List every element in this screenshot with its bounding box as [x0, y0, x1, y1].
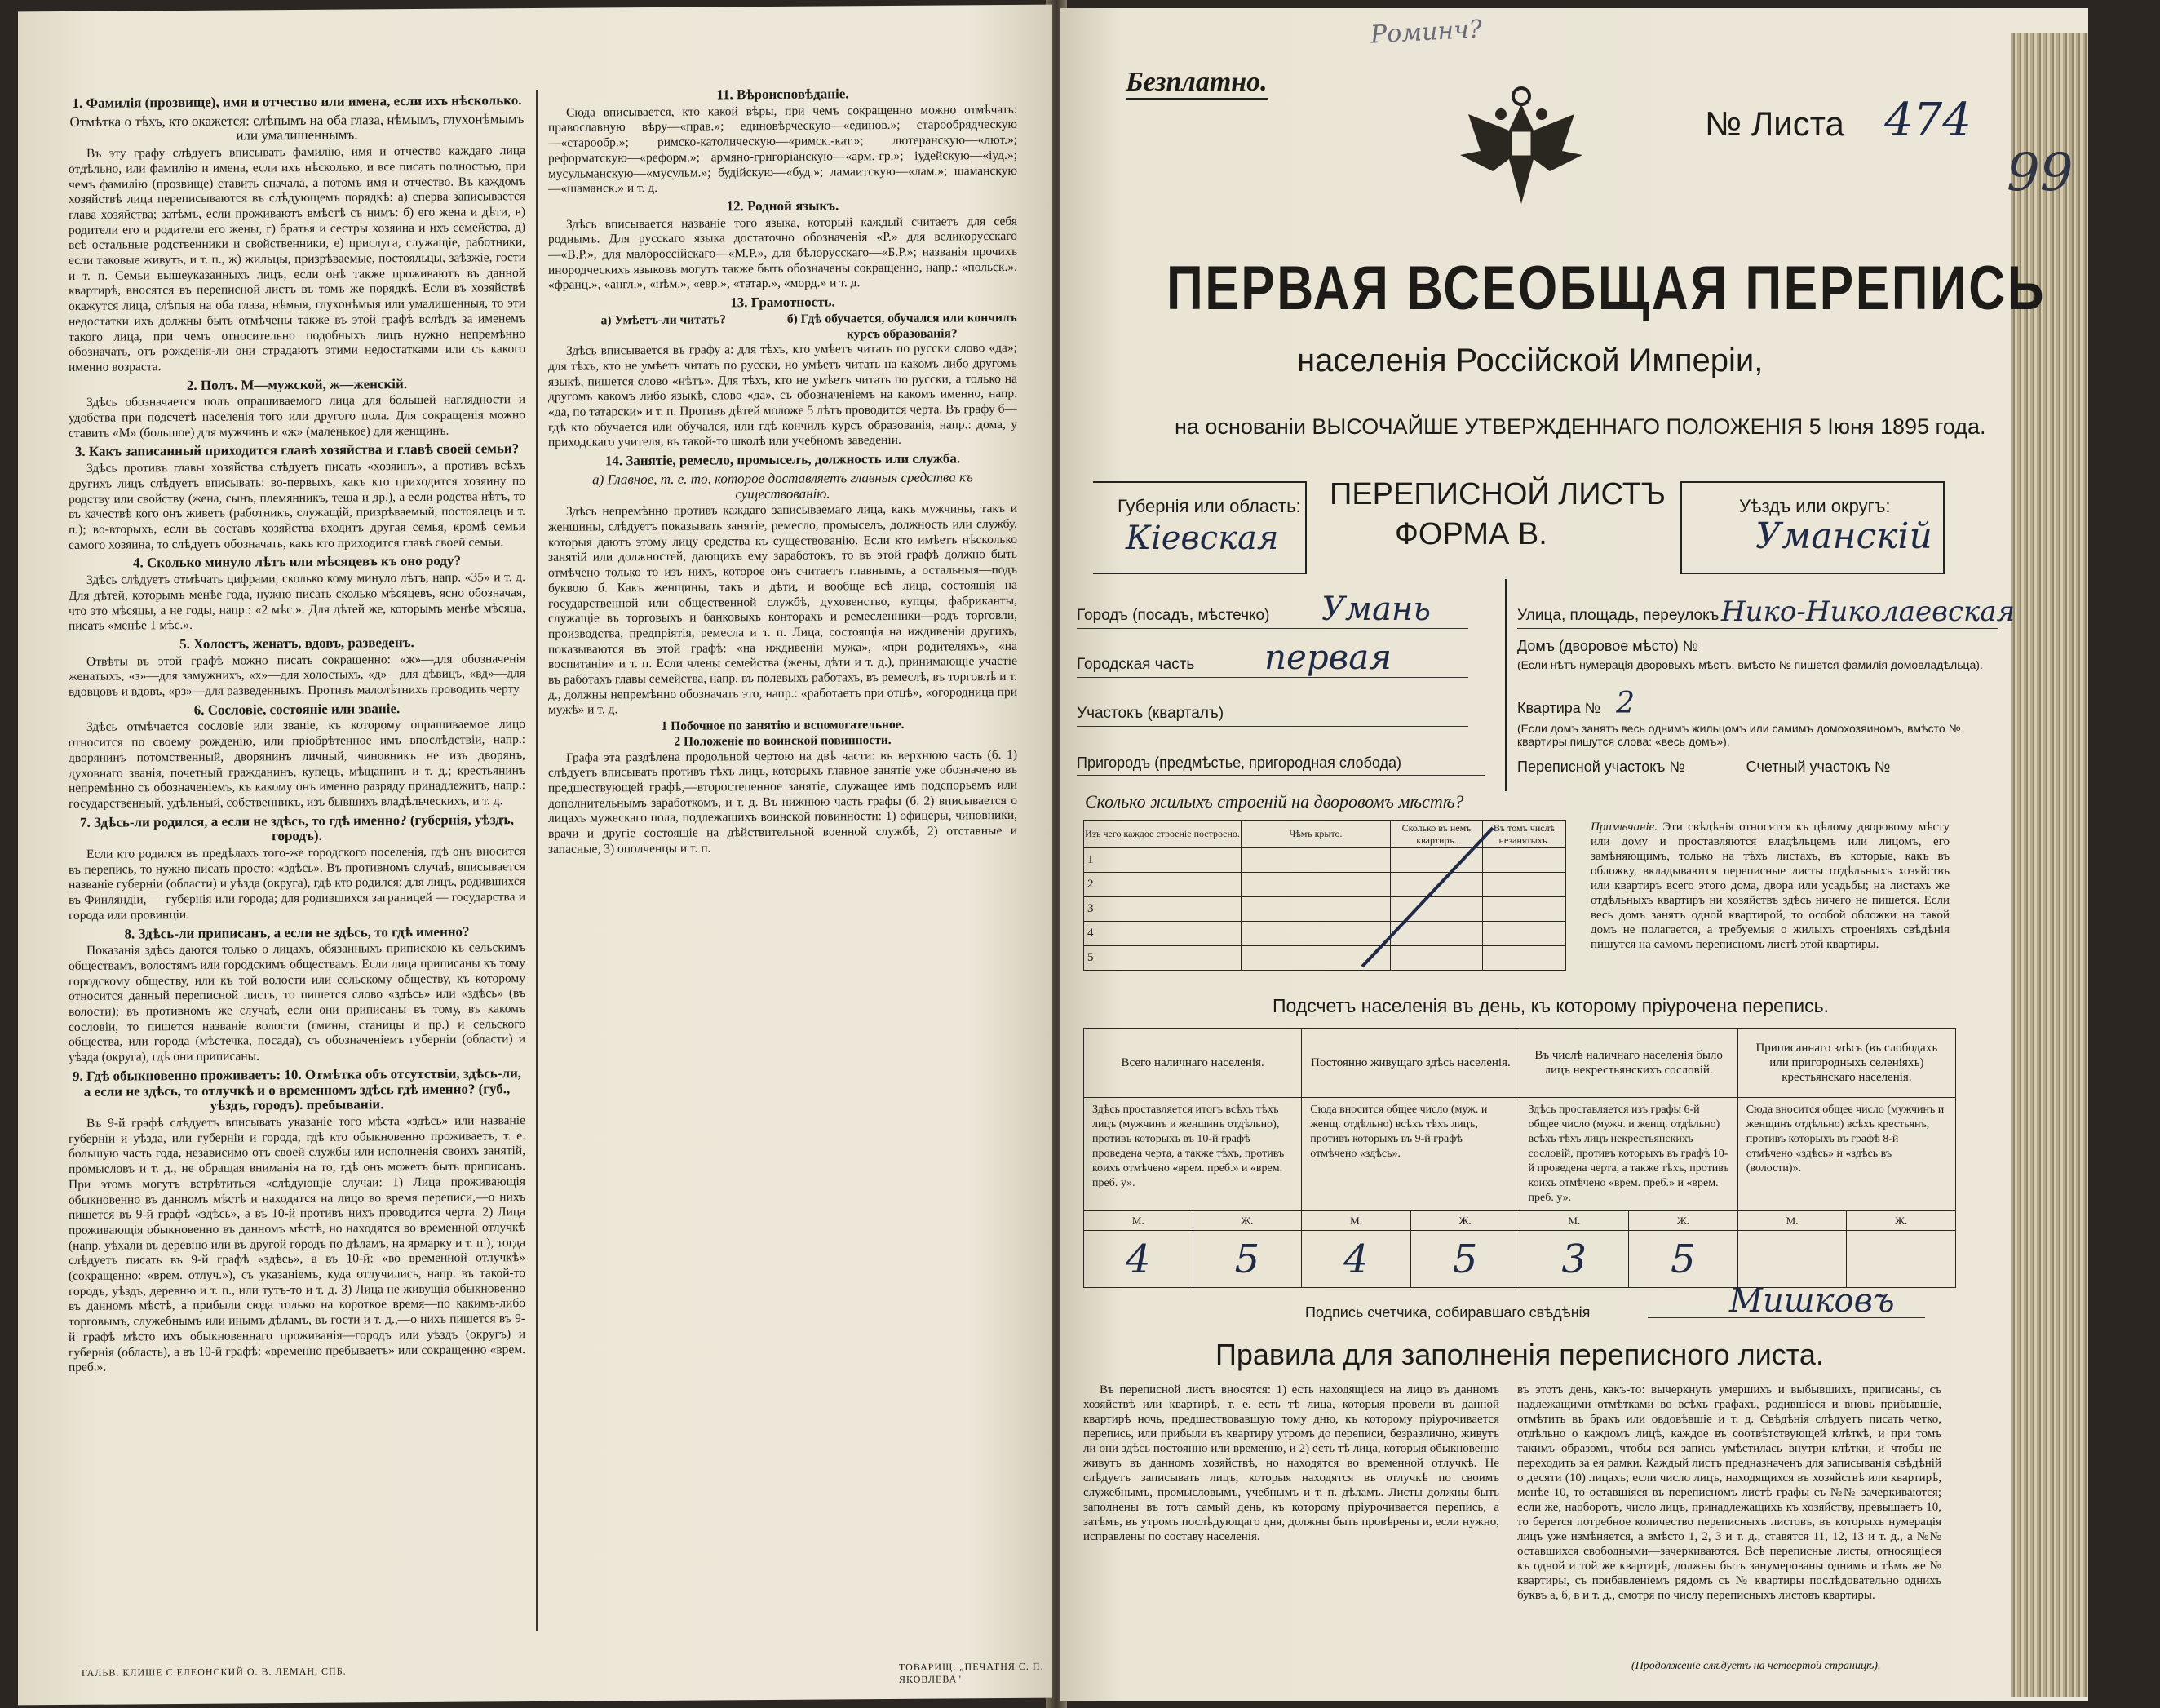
district-value: Уманскій: [1755, 515, 1932, 557]
buildings-col-material: Изъ чего каждое строеніе построено.: [1084, 821, 1242, 848]
section-9-text: Въ 9-й графѣ слѣдуетъ вписывать указаніе того мѣста «здѣсь» или названіе губерніи и уѣзда, или губерніи и города, гдѣ кто обыкновенно проживаетъ, т. е. большую часть года, независимо отъ своей службы или исполненія своихъ занятій, промысловъ и т. д., не обращая вниманія на то, гдѣ онъ можетъ быть приписанъ. При этомъ могутъ встрѣтиться «слѣдующіе случаи: 1) Лица проживающія обыкновенно въ данномъ мѣстѣ и находятся на лицо во время переписи,—о нихъ пишется въ 9-й графѣ «здѣсь», а въ 10-й противъ нихъ проводится черта. 2) Лица проживающія обыкновенно въ данномъ мѣстѣ, но находятся во временной отлучкѣ (напр. уѣхали въ деревню или въ другой городъ по дѣламъ, на ярмарку и т. п.), тогда слѣдуетъ писать въ 9-й графѣ «здѣсь», а въ 10-й: «во временной отлучкѣ» (сокращенно: «врем. отлуч.»), съ указаніемъ, куда отлучились, напр. въ такой-то городъ, уѣздъ, деревню и т. п., или тутъ-то и т. д. 3) Лица не живущія обыкновенно въ данномъ мѣстѣ, а прибыли сюда только на короткое время—по какимъ-либо торговымъ, служебнымъ или инымъ дѣламъ, въ гости и т. д.,—о нихъ пишется въ 9-й графѣ мѣсто ихъ обыкновеннаго проживанія—городъ или уѣздъ (округъ) и губернія (область), а въ 10-й графѣ: «временно пребываетъ» или сокращенно «врем. преб.».: [69, 1113, 525, 1375]
address-left: [1077, 579, 1501, 791]
city-part-label: Городская часть: [1077, 656, 1195, 673]
section-5-title: 5. Холостъ, женатъ, вдовъ, разведенъ.: [179, 634, 414, 652]
left-imprint: ГАЛЬВ. КЛИШЕ С.ЕЛЕОНСКИЙ О. В. ЛЕМАН, СПБ.: [82, 1665, 347, 1679]
buildings-row-4: 4: [1084, 922, 1242, 946]
buildings-col-apartments: Сколько въ немъ квартиръ.: [1391, 821, 1483, 848]
buildings-row-1: 1: [1084, 848, 1242, 873]
buildings-strike-line: [1354, 824, 1501, 971]
tally-value-total-m: 4: [1084, 1231, 1193, 1288]
buildings-row-2: 2: [1084, 873, 1242, 897]
signature-label: Подпись счетчика, собиравшаго свѣдѣнія: [1305, 1304, 1591, 1321]
tally-m-3: М.: [1520, 1211, 1629, 1231]
quarter-label: Участокъ (кварталъ): [1077, 705, 1224, 722]
buildings-question: Сколько жилыхъ строеній на дворовомъ мѣстѣ?: [1085, 791, 1464, 812]
tally-value-perm-m: 4: [1302, 1231, 1411, 1288]
section-13-subheads: [548, 311, 1017, 344]
rules-left-text: Въ переписной листъ вносятся: 1) есть находящіеся на лицо въ данномъ хозяйствѣ или квартирѣ, т. е. есть тѣ лица, которыя провели въ данной квартирѣ ночь, предшествовавшую тому дню, къ которому пріурочивается перепись, или прибыли въ квартиру утромъ до переписи, безразлично, живутъ ли они здѣсь постоянно или временно, и 2) есть тѣ лица, которыя обыкновенно живутъ въ данномъ хозяйствѣ, но находятся во временной отлучкѣ. Не слѣдуетъ записывать лицъ, которыя находятся въ отлучкѣ по своимъ служебнымъ, промысловымъ, учебнымъ и т. п. дѣламъ. Листы должны быть заполнены въ тотъ самый день, къ которому пріурочивается перепись, а затѣмъ, въ утромъ послѣдующаго дня, должны быть провѣрены и, если нужно, исправлены по составу населенія.: [1083, 1383, 1499, 1543]
buildings-row-5: 5: [1084, 946, 1242, 971]
tally-desc-noncrest: Здѣсь проставляется изъ графы 6-й общее число (мужч. и женщ. отдѣльно) всѣхъ тѣхъ лицъ некрестьянскихъ сословій, противъ которыхъ въ графѣ 10-й проведена черта, а также тѣхъ, противъ коихъ отмѣчено «врем. преб.» и «врем. преб. у».: [1520, 1098, 1737, 1211]
tally-desc-permanent: Сюда вносится общее число (муж. и женщ. отдѣльно) всѣхъ тѣхъ лицъ, противъ которыхъ въ 9-й графѣ отмѣчено «здѣсь».: [1302, 1098, 1520, 1211]
sheet-number-label: № Листа: [1705, 104, 1844, 143]
tally-f-1: Ж.: [1193, 1211, 1302, 1231]
right-imprint: ТОВАРИЩ. „ПЕЧАТНЯ С. П. ЯКОВЛЕВА": [899, 1660, 1044, 1685]
apartment-value: 2: [1616, 687, 1635, 720]
right-page: [1060, 8, 2088, 1701]
form-name-sub: ФОРМА В.: [1395, 517, 1547, 551]
section-1-note: Отмѣтка о тѣхъ, кто окажется: слѣпымъ на оба глаза, нѣмымъ, глухонѣмымъ или умалишеннымъ.: [69, 110, 525, 144]
left-column-1: [69, 90, 525, 1626]
imperial-eagle-icon: [1452, 82, 1591, 212]
section-13-a: а) Умѣетъ-ли читать?: [600, 312, 726, 328]
section-12-text: Здѣсь вписывается названіе того языка, который каждый считаетъ для себя роднымъ. Для русскаго языка достаточно обозначенія «Р.» для великорусскаго—«В.Р.», для малороссійскаго—«М.Р.», для бѣлорусскаго—«Б.Р.»; названія прочихъ инородческихъ языковъ могутъ также быть обозначены сокращенно, напр.: «польск.», «франц.», «англ.», «нѣм.», «евр.», «татар.», «морд.» и т. д.: [548, 214, 1017, 293]
section-1-text: Въ эту графу слѣдуетъ вписывать фамилію, имя и отчество каждаго лица отдѣльно, или фамилію и имена, если ихъ нѣсколько, и все писать полностью, при чемъ фамилію (прозвище) ставить сначала, а потомъ имя и отчество. Въ каждомъ хозяйствѣ лица переписываются въ слѣдующемъ порядкѣ: а) сперва записывается глава хозяйства; затѣмъ, если проживаютъ вмѣстѣ съ нимъ: б) его жена и дѣти, в) родители его и родители его жены, г) братья и сестры хозяина и ихъ семейства, д) всѣ остальные родственники и свойственники, е) прислуга, служащіе, работники, если таковые живутъ, и т. п., ж) жильцы, призрѣваемые, постояльцы, заѣзжіе, гости и т. п. Семьи вышеуказанныхъ лицъ, если онѣ также проживаютъ въ данной квартирѣ, вносятся въ переписной листъ въ томъ же порядкѣ. Если въ хозяйствѣ окажутся лица, слѣпыя на оба глаза, нѣмыя, глухонѣмыя или умалишенныя, то эти недостатки ихъ должны быть отмѣчены также въ этой графѣ вслѣдъ за именемъ такого лица, при чемъ относительно подобныхъ лицъ нужно непремѣнно обозначать, отъ рожденія-ли они страдаютъ этими недостатками или съ какого именно возраста.: [69, 144, 525, 374]
province-box: [1093, 481, 1307, 574]
tally-head-total: Всего наличнаго населенія.: [1084, 1029, 1302, 1098]
section-12-title: 12. Родной языкъ.: [726, 197, 839, 215]
count-area-label: Счетный участокъ №: [1746, 759, 1891, 775]
address-right: [1517, 579, 2016, 791]
free-label: Безплатно.: [1126, 67, 1268, 100]
tally-value-noncrest-m: 3: [1520, 1231, 1629, 1288]
signature-value: Мишковъ: [1729, 1282, 1895, 1320]
column-rule: [536, 90, 538, 1631]
section-4-title: 4. Сколько минуло лѣтъ или мѣсяцевъ къ оно роду?: [133, 553, 461, 571]
signature-row: [1305, 1282, 1925, 1321]
section-11-title: 11. Вѣроисповѣданіе.: [716, 86, 849, 103]
section-1-title: 1. Фамилія (прозвище), имя и отчество или имена, если ихъ нѣсколько.: [72, 92, 522, 111]
street-value: Нико-Николаевская: [1721, 595, 2016, 628]
tally-head-peasants: Приписаннаго здѣсь (въ слободахъ или пригородныхъ селеніяхъ) крестьянскаго населенія.: [1737, 1029, 1955, 1098]
tally-value-peasants-f: [1847, 1231, 1956, 1288]
tally-f-3: Ж.: [1629, 1211, 1738, 1231]
form-title: ПЕРВАЯ ВСЕОБЩАЯ ПЕРЕПИСЬ: [1166, 254, 2046, 323]
section-3-title: 3. Какъ записанный приходится главѣ хозяйства и главѣ своей семьи?: [74, 440, 520, 460]
section-5-text: Отвѣты въ этой графѣ можно писать сокращенно: «ж»—для обозначенія женатыхъ, «з»—для замужнихъ, «х»—для холостыхъ, «д»—для дѣвицъ, «вд»—для вдовцовъ и вдовъ, «рз»—для разведенныхъ. Противъ малолѣтнихъ проводить черту.: [69, 651, 525, 700]
province-label: Губернія или область:: [1118, 496, 1301, 516]
section-7-text: Если кто родился въ предѣлахъ того-же городского поселенія, гдѣ онъ вносится въ перепись, то нужно писать просто: «здѣсь». Въ противномъ случаѣ, вписывается названіе губерніи (области) и уѣзда (округа), гдѣ кто родился; для лицъ, родившихся въ Финляндіи, — губернія или города; для родившихся заграницей — государства и города или провинціи.: [69, 844, 525, 923]
suburb-label: Пригородъ (предмѣстье, пригородная слобода): [1077, 754, 1402, 771]
page-number: 99: [2007, 143, 2074, 203]
section-13-title: 13. Грамотность.: [730, 294, 835, 311]
section-6-text: Здѣсь отмѣчается сословіе или званіе, къ которому опрашиваемое лицо относится по своему рожденію, или пріобрѣтенное имъ впослѣдствіи, напр.: дворянинъ потомственный, дворянинъ личный, чиновникъ не изъ дворянъ, духовнаго званія, почетный гражданинъ, купецъ, мѣщанинъ и т. д.; крестьянинъ непремѣнно съ обозначеніемъ, къ какому онъ именно разряду принадлежитъ, напр.: государственный, удѣльный, собственникъ, изъ бывшихъ владѣльческихъ, и т. д.: [69, 717, 525, 811]
city-part-value: первая: [1264, 637, 1392, 677]
section-14-note-1: 1 Побочное по занятію и вспомогательное.: [661, 717, 905, 734]
section-8-title: 8. Здѣсь-ли приписанъ, а если не здѣсь, то гдѣ именно?: [124, 923, 470, 942]
street-label: Улица, площадь, переулокъ: [1517, 607, 1720, 624]
form-basis: на основаніи ВЫСОЧАЙШЕ УТВЕРЖДЕННАГО ПОЛОЖЕНІЯ 5 Іюня 1895 года.: [1175, 414, 1986, 439]
district-label: Уѣздъ или округъ:: [1739, 496, 1891, 516]
left-column-2: [548, 82, 1017, 1631]
section-14-text: Здѣсь непремѣнно противъ каждаго записываемаго лица, какъ мужчины, такъ и женщины, слѣдуетъ показывать занятіе, ремесло, промыселъ, должность или службу, которыя даютъ этому лицу средства къ существованію. Если кто имѣетъ нѣсколько занятій или должностей, дающихъ ему заработокъ, то въ этой графѣ должно быть отмѣчено только то изъ нихъ, которое онъ считаетъ главнымъ, а остальныя—подъ буквою б. Какъ женщины, такъ и дѣти, и вообще всѣ лица, состоящія на государственной или общественной службѣ, духовенство, купцы, фабриканты, служащіе въ торговыхъ и банковыхъ конторахъ и ремесленники—родъ торговли, производства, предпріятія, ремесла и т. п. Лица, состоящія на иждивеніи другихъ, показываются въ этой графѣ: «на иждивеніи мужа», «при родителяхъ», «на воспитаніи» и т. п. Если члены семейства (жены, дѣти и т. д.), принимающіе участіе въ работахъ главы семейства, напр. въ полевыхъ работахъ, въ ремеслѣ, въ торговлѣ и т. д., должны непремѣнно обозначать это, напр.: «работаетъ при отцѣ», «огородница при мужѣ» и т. д.: [548, 502, 1017, 718]
section-14-note-2: 2 Положеніе по воинской повинности.: [674, 732, 892, 749]
form-name-title: ПЕРЕПИСНОЙ ЛИСТЪ: [1330, 477, 1666, 511]
tally-f-4: Ж.: [1847, 1211, 1956, 1231]
rules-right-text: въ этотъ день, какъ-то: вычеркнуть умершихъ и выбывшихъ, приписаны, съ надлежащими отмѣтками во всѣхъ графахъ, родившіеся и вновь прибывшіе, отмѣтить въ бракъ или овдовѣвшіе и т. д. Свѣдѣнія слѣдуетъ писать четко, отдѣльно о каждомъ лицѣ, каждое въ соотвѣтствующей клѣткѣ, и при томъ такимъ образомъ, чтобы вся запись умѣстилась внутри клѣтки, и чтобы не переходить за ея рамки. Каждый листъ предназначенъ для записыванія свѣдѣній о десяти (10) лицахъ; если число лицъ, находящихся въ хозяйствѣ или квартирѣ, менѣе 10, то оставшіяся въ переписномъ листѣ графы съ №№ зачеркиваются; если же, наоборотъ, число лицъ, принадлежащихъ къ хозяйству, превышаетъ 10, то берется потребное количество переписныхъ листовъ, въ которыхъ нумерація лицъ уже измѣняется, а вмѣсто 1, 2, 3 и т. д., ставятся 11, 12, 13 и т. д., а №№ оставшихся свободными—зачеркиваются. Всѣ переписные листы, относящіеся къ одной и той же квартирѣ, должны быть занумерованы однимъ и тѣмъ же № квартиры, съ прибавленіемъ рядомъ съ № квартиры послѣдовательно однихъ буквъ а, б, в и т. д., смотря по числу переписныхъ листовъ квартиры.: [1517, 1383, 1941, 1602]
section-13-b: б) Гдѣ обучается, обучался или кончилъ курсъ образованія?: [786, 310, 1017, 341]
tally-head-permanent: Постоянно живущаго здѣсь населенія.: [1302, 1029, 1520, 1098]
tally-value-perm-f: 5: [1410, 1231, 1520, 1288]
city-label: Городъ (посадъ, мѣстечко): [1077, 607, 1270, 624]
sheet-number-value: 474: [1884, 94, 1972, 147]
tally-m-2: М.: [1302, 1211, 1411, 1231]
section-2-text: Здѣсь обозначается полъ опрашиваемого лица для большей наглядности и удобства при подсчетѣ населенія того или другого пола. Для сокращенія можно ставить «М» (большое) для мужчинъ и «ж» (маленькое) для женщинъ.: [69, 392, 525, 440]
section-3-text: Здѣсь противъ главы хозяйства слѣдуетъ писать «хозяинъ», а противъ всѣхъ другихъ лицъ слѣдуетъ вписывать: во-первыхъ, какъ кто приходится хозяину по родству или свойству (жена, сынъ, племянникъ, теща и др.), а если родства нѣтъ, то въ качествѣ кого онъ живетъ (работникъ, служащій, призрѣваемый, постоялецъ и т. п.); во-вторыхъ, если въ составъ хозяйства входитъ другая семья, кромѣ семьи самого хозяина, то слѣдуетъ обозначать, какъ кто приходится главѣ своей семьи.: [69, 458, 525, 552]
section-2-title: 2. Полъ. М—мужской, ж—женскій.: [186, 375, 408, 393]
census-area-label: Переписной участокъ №: [1517, 759, 1685, 775]
tally-f-2: Ж.: [1410, 1211, 1520, 1231]
buildings-row-3: 3: [1084, 897, 1242, 922]
section-14-title: 14. Занятіе, ремесло, промыселъ, должность или служба.: [604, 450, 961, 469]
tally-table: [1083, 1028, 1956, 1288]
tally-desc-total: Здѣсь проставляется итогъ всѣхъ тѣхъ лицъ (мужчинъ и женщинъ отдѣльно), противъ которыхъ въ 10-й графѣ проведена черта, а также тѣхъ, противъ коихъ отмѣчено «врем. преб.» и «врем. преб. у».: [1084, 1098, 1302, 1211]
section-13-text: Здѣсь вписывается въ графу а: для тѣхъ, кто умѣетъ читать по русски слово «да»; для тѣхъ, кто не умѣетъ читать по русски, но умѣетъ читать на какомъ либо другомъ языкѣ, пишется слово «нѣтъ». Для тѣхъ, кто не умѣетъ читать по русски, а только на другомъ какомъ либо языкѣ, слово «да», съ обозначеніемъ на какомъ именно, напр. «да, по татарски» и т. п. Противъ дѣтей моложе 5 лѣтъ проводится черта. Въ графу б—гдѣ кто обучается или обучался, или гдѣ кончилъ курсъ образованія, напр.: дома, у приходскаго учителя, въ такой-то школѣ или учебномъ заведеніи.: [548, 341, 1017, 450]
section-8-text: Показанія здѣсь даются только о лицахъ, обязанныхъ припискою къ сельскимъ обществамъ, волостямъ или городскимъ обществамъ. Если лица приписаны къ тому городскому обществу, или къ той волости или сельскому обществу, къ которому относится данный переписной листъ, то пишется слово «здѣсь» или «здѣсь» (въ волости); въ противномъ же случаѣ, если они приписаны въ тому, въ какомъ сословіи, то пишется названіе волости (гмины, станицы и пр.) и сельского общества, или города (мѣстечка, посада), съ обозначеніемъ губерніи (области) и уѣзда (округа), гдѣ они приписаны.: [69, 940, 525, 1065]
province-value: Кіевская: [1126, 520, 1279, 557]
apartment-note: (Если домъ занятъ весь однимъ жильцомъ или самимъ домохозяиномъ, вмѣсто № квартиры пишутся слова: «весь домъ»).: [1517, 722, 1961, 748]
tally-title: Подсчетъ населенія въ день, къ которому пріурочена перепись.: [1273, 995, 1829, 1016]
house-note: (Если нѣтъ нумерація дворовыхъ мѣстъ, вмѣсто № пишется фамилія домовладѣльца).: [1517, 658, 1983, 671]
rules-title: Правила для заполненія переписного листа.: [1215, 1338, 1824, 1371]
tally-value-noncrest-f: 5: [1629, 1231, 1738, 1288]
note-title: Примѣчаніе.: [1591, 821, 1658, 834]
note-text: Эти свѣдѣнія относятся къ цѣлому дворовому мѣсту или дому и проставляются владѣльцемъ или лицомъ, его замѣняющимъ, только на тѣхъ листахъ, въ которые, какъ въ обложку, вкладываются переписные листы отдѣльныхъ хозяйствъ или квартиръ всего этого дома, двора или усадьбы; на листахъ же отдѣльныхъ квартиръ ни хозяйствъ здѣсь ничего не пишется. Если весь домъ занятъ одной квартирой, то особой обложки на такой домъ не полагается, а требуемыя о жилыхъ строеніяхъ свѣдѣнія пишутся на самомъ переписномъ листѣ этой квартиры.: [1591, 821, 1950, 951]
note-box: [1591, 820, 1950, 952]
tally-value-total-f: 5: [1193, 1231, 1302, 1288]
buildings-col-vacant: Въ томъ числѣ незанятыхъ.: [1483, 821, 1566, 848]
form-subtitle: населенія Россійской Имперіи,: [1297, 343, 1764, 378]
rules-continued: (Продолженіе слѣдуетъ на четвертой страницѣ).: [1631, 1660, 1881, 1672]
section-9-title: 9. Гдѣ обыкновенно проживаетъ: 10. Отмѣтка объ отсутствіи, здѣсь-ли, а если не здѣсь, то отлучкѣ и о временномъ здѣсь гдѣ именно? (губ., уѣздъ, городъ). пребываніи.: [72, 1065, 522, 1114]
house-label: Домъ (дворовое мѣсто) №: [1517, 638, 1699, 654]
section-14-a: а) Главное, т. е. то, которое доставляетъ главныя средства къ существованію.: [592, 469, 973, 502]
section-4-text: Здѣсь слѣдуетъ отмѣчать цифрами, сколько кому минуло лѣтъ, напр. «35» и т. д. Для дѣтей, которымъ менѣе года, нужно писать сколько мѣсяцевъ, ясно обозначая, что это мѣсяцы, а не годы, напр.: «2 мѣс.». Для дѣтей же, которымъ менѣе мѣсяца, писать «менѣе 1 мѣс.».: [69, 570, 525, 634]
city-value: Умань: [1321, 591, 1432, 628]
buildings-col-roof: Чѣмъ крыто.: [1242, 821, 1391, 848]
form-name-box: [1330, 477, 1666, 575]
tally-m-4: М.: [1737, 1211, 1847, 1231]
left-page: [18, 5, 1052, 1706]
pencil-note: Роминч?: [1370, 15, 1483, 50]
section-6-title: 6. Сословіе, состояніе или званіе.: [193, 700, 401, 718]
apartment-label: Квартира №: [1517, 700, 1601, 716]
section-14-text-2: Графа эта раздѣлена продольной чертою на двѣ части: въ верхнюю часть (б. 1) слѣдуетъ вписывать противъ тѣхъ лицъ, которыхъ главное занятіе уже обозначено въ предшествующей графѣ,—второстепенное занятіе, служащее имъ подспорьемъ или дополнительнымъ заработкомъ, и т. д. Въ нижнюю часть графы (б. 2) вписывается о лицахъ мужескаго пола, подлежащихъ воинской повинности: 1) офицеры, чиновники, врачи и другіе состоящіе на дѣйствительной военной службѣ, 2) отставные и запасные, 3) ополченцы и т. п.: [548, 747, 1017, 856]
section-11-text: Сюда вписывается, кто какой вѣры, при чемъ сокращенно можно отмѣчать: православную вѣру—«прав.»; единовѣрческую—«единов.»; старообрядческую—«старообр.»; римско-католическую—«римск.-кат.»; лютеранскую—«лют.»; реформатскую—«реформ.»; армяно-григоріанскую—«арм.-гр.»; іудейскую—«іуд.»; мусульманскую—«мусульм.»; будійскую—«буд.»; ламаитскую—«лам.»; шаманскую—«шаманск.» и т. д.: [548, 102, 1017, 197]
tally-value-peasants-m: [1737, 1231, 1847, 1288]
tally-m-1: М.: [1084, 1211, 1193, 1231]
tally-desc-peasants: Сюда вносится общее число (мужчинъ и женщинъ отдѣльно) всѣхъ крестьянъ, противъ которыхъ въ графѣ 8-й отмѣчено «здѣсь» и «здѣсь въ (волости)».: [1737, 1098, 1955, 1211]
address-divider: [1505, 579, 1507, 791]
section-7-title: 7. Здѣсь-ли родился, а если не здѣсь, то гдѣ именно? (губернія, уѣздъ, городъ).: [79, 811, 515, 844]
district-box: [1680, 481, 1945, 574]
tally-head-noncrest: Въ числѣ наличнаго населенія было лицъ некрестьянскихъ сословій.: [1520, 1029, 1737, 1098]
